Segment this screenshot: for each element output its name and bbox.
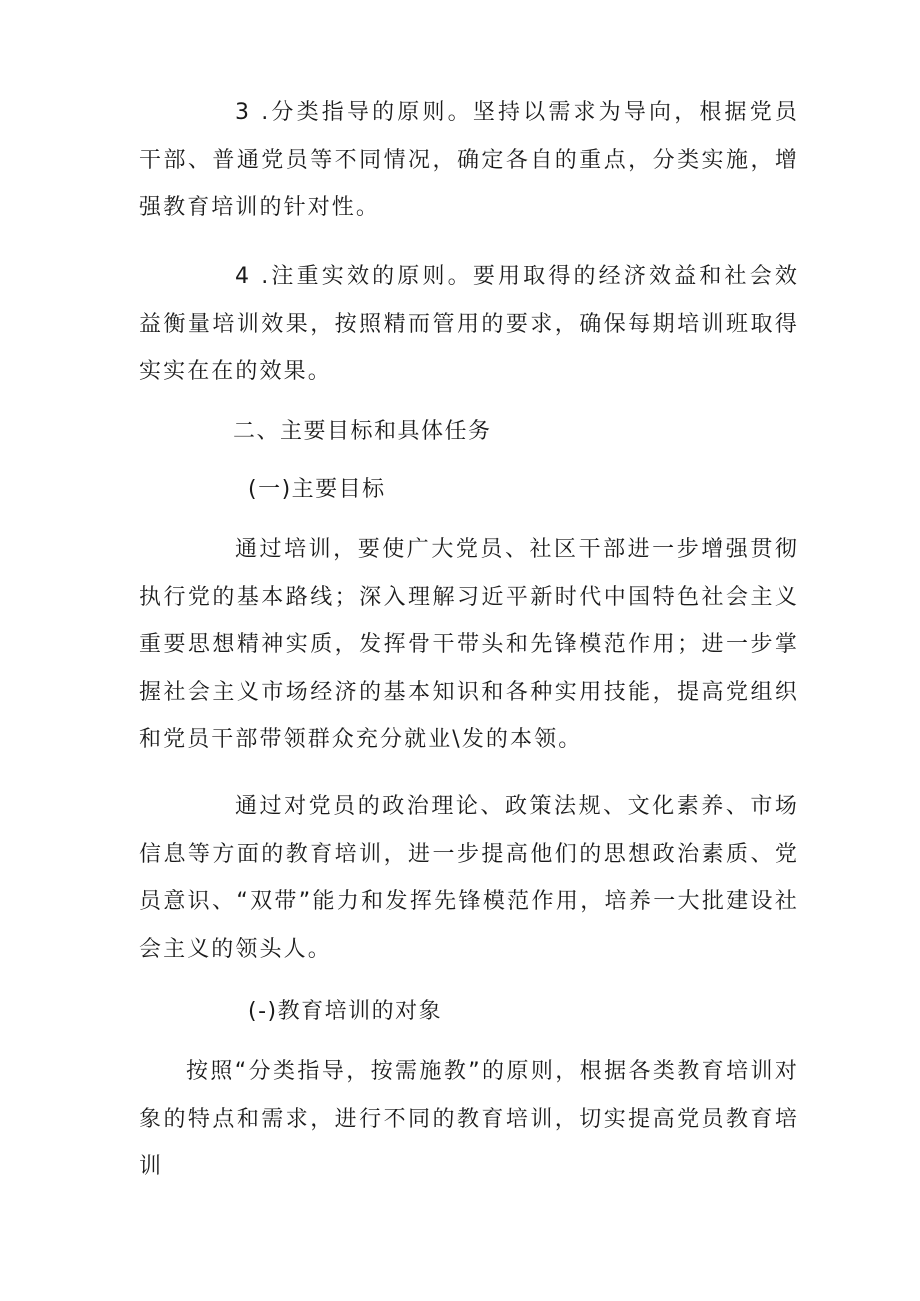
subsection-heading-targets: (-)教育培训的对象 [248,999,443,1024]
paragraph-training-content: 通过对党员的政治理论、政策法规、文化素养、市场信息等方面的教育培训，进一步提高他们的思想政治素质、党员意识、“双带”能力和发挥先锋模范作用，培养一大批建设社会主义的领头人。 [139,794,799,962]
paragraph-training-targets: 按照“分类指导，按需施教”的原则，根据各类教育培训对象的特点和需求，进行不同的教育培训，切实提高党员教育培训 [139,1059,799,1179]
paragraph-principle-4: 4 .注重实效的原则。要用取得的经济效益和社会效益衡量培训效果，按照精而管用的要求，确保每期培训班取得实实在在的效果。 [139,264,799,384]
section-heading: 二、主要目标和具体任务 [233,419,492,444]
subsection-heading-goals: (一)主要目标 [248,477,386,502]
paragraph-principle-3: 3 .分类指导的原则。坚持以需求为导向，根据党员干部、普通党员等不同情况，确定各自的重点，分类实施，增强教育培训的针对性。 [139,100,799,220]
paragraph-goals: 通过培训，要使广大党员、社区干部进一步增强贯彻执行党的基本路线；深入理解习近平新时代中国特色社会主义重要思想精神实质，发挥骨干带头和先锋模范作用；进一步掌握社会主义市场经济的基本知识和各种实用技能，提高党组织和党员干部带领群众充分就业\发的本领。 [139,537,799,752]
